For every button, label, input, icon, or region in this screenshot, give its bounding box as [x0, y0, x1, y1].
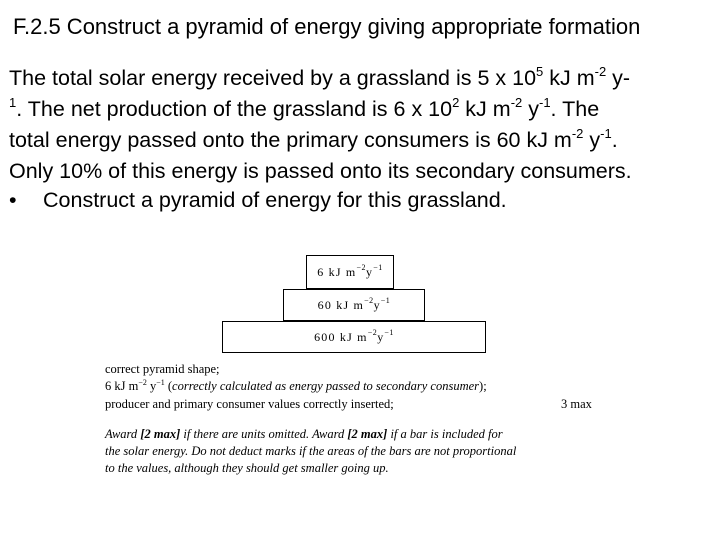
question-line-4: Only 10% of this energy is passed onto its secondary consumers.: [9, 159, 632, 183]
bullet-item: [9, 186, 711, 215]
award-note: [105, 426, 605, 477]
markscheme: [105, 361, 605, 413]
pyramid-level-producers: 600 kJ m $^{-2}$ y $^{-1}$: [222, 321, 486, 353]
markscheme-line-2: 6 kJ $m^{-2}$ $y^{-1}$ (correctly calculated as energy passed to secondary consumer);: [105, 378, 487, 393]
pyramid-level-secondary-consumers: 6 kJ m $^{-2}$ y $^{-1}$: [306, 255, 394, 289]
pyramid-level-primary-consumers: 60 kJ m $^{-2}$ y $^{-1}$: [283, 289, 425, 321]
markscheme-line-3: producer and primary consumer values correctly inserted; 3 max: [105, 397, 592, 411]
award-line-1: Award [2 max] if there are units omitted. Award [2 max] if a bar is included for: [105, 427, 503, 441]
marks-label: 3 max: [561, 397, 592, 411]
markscheme-line-1: correct pyramid shape;: [105, 362, 220, 376]
slide-title: F.2.5 Construct a pyramid of energy giving appropriate formation: [13, 14, 641, 39]
bullet-text: Construct a pyramid of energy for this grassland.: [43, 188, 507, 212]
bullet-dot: •: [9, 188, 17, 212]
question-line-1: The total solar energy received by a grassland is 5 x $10^5$ kJ $m^{-2}$ y-: [9, 64, 631, 90]
question-line-3: total energy passed onto the primary consumers is 60 kJ $m^{-2}$ $y^{-1}$.: [9, 126, 618, 152]
award-line-3: to the values, although they should get smaller going up.: [105, 461, 389, 475]
question-line-2: $^1$. The net production of the grassland is 6 x $10^2$ kJ $m^{-2}$ $y^{-1}$. The: [9, 95, 600, 121]
award-line-2: the solar energy. Do not deduct marks if the areas of the bars are not proportional: [105, 444, 517, 458]
question-text: [9, 64, 711, 215]
